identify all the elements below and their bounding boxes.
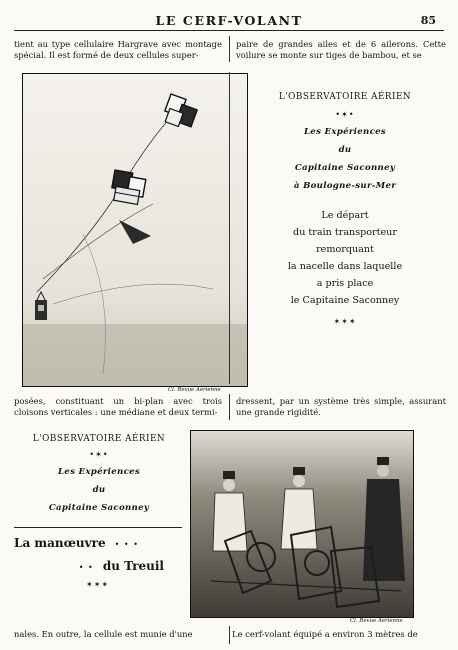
running-title: LE CERF-VOLANT bbox=[155, 13, 303, 28]
caption-1-desc-line: Le départ bbox=[321, 210, 369, 221]
bottom-right-text: Le cerf-volant équipé a environ 3 mètres de bbox=[232, 629, 418, 639]
caption-1-desc-line: le Capitaine Saconney bbox=[290, 295, 400, 306]
caption-2-end-ornament: ✶✶✶ bbox=[86, 580, 110, 589]
caption-1-end-ornament: ✶✶✶ bbox=[333, 317, 357, 326]
column-divider-bottom bbox=[229, 626, 230, 644]
top-left-text: tient au type cellulaire Hargrave avec montage spécial. Il est formé de deux cellules super- bbox=[14, 39, 222, 60]
column-divider-lower bbox=[229, 394, 230, 420]
column-divider-top bbox=[229, 36, 230, 62]
caption-2-big-line2 bbox=[14, 555, 164, 574]
middle-right-text: dressent, par un système très simple, assurant une grande rigidité. bbox=[236, 396, 446, 417]
bottom-left-text: nales. En outre, la cellule est munie d'une bbox=[14, 629, 193, 639]
kite-train-illustration bbox=[23, 74, 247, 386]
caption-2-line2: du bbox=[92, 485, 106, 495]
header-rule bbox=[14, 30, 444, 31]
caption-1-line1: Les Expériences bbox=[303, 127, 387, 137]
caption-2-big-line1 bbox=[14, 532, 186, 551]
caption-1-desc-line: du train transporteur bbox=[293, 227, 397, 238]
caption-1-desc-line: remorquant bbox=[316, 244, 374, 255]
caption-1-desc-line: a pris place bbox=[316, 278, 374, 289]
caption-1-ornament: •✶• bbox=[335, 110, 355, 119]
kite-photograph bbox=[22, 73, 248, 387]
caption-2-section: L'OBSERVATOIRE AÉRIEN bbox=[32, 434, 166, 444]
caption-2-big2: du Treuil bbox=[102, 559, 164, 573]
caption-1-line4: à Boulogne-sur-Mer bbox=[293, 181, 397, 191]
caption-1-line3: Capitaine Saconney bbox=[294, 163, 396, 173]
caption-2-big2-dots: • • bbox=[78, 563, 94, 572]
caption-1-line2: du bbox=[338, 145, 352, 155]
caption-2-line3: Capitaine Saconney bbox=[48, 503, 150, 513]
caption-2-rule bbox=[14, 527, 182, 528]
top-right-text: paire de grandes ailes et de 6 ailerons. Cette voilure se monte sur tiges de bambou, et se bbox=[236, 39, 446, 60]
middle-left-text: posées, constituant un bi-plan avec trois cloisons verticales : une médiane et deux termi- bbox=[14, 396, 222, 417]
caption-2-big1-dots: • • • bbox=[114, 540, 139, 549]
winch-photograph bbox=[190, 430, 414, 618]
caption-1-description bbox=[250, 207, 440, 309]
caption-2-ornament: •✶• bbox=[89, 450, 109, 459]
caption-1-desc-line: la nacelle dans laquelle bbox=[287, 261, 403, 272]
caption-1 bbox=[250, 92, 440, 326]
photo-credit-1: Cl. Revue Aérienne bbox=[168, 387, 221, 393]
caption-2-big1: La manœuvre bbox=[14, 536, 106, 550]
column-divider-middle bbox=[229, 72, 230, 384]
caption-2-line1: Les Expériences bbox=[57, 467, 141, 477]
caption-1-section: L'OBSERVATOIRE AÉRIEN bbox=[278, 92, 412, 102]
winch-team-illustration bbox=[191, 431, 413, 617]
photo-credit-2: Cl. Revue Aérienne bbox=[350, 618, 403, 624]
caption-2 bbox=[14, 434, 186, 589]
page-number: 85 bbox=[420, 14, 436, 27]
